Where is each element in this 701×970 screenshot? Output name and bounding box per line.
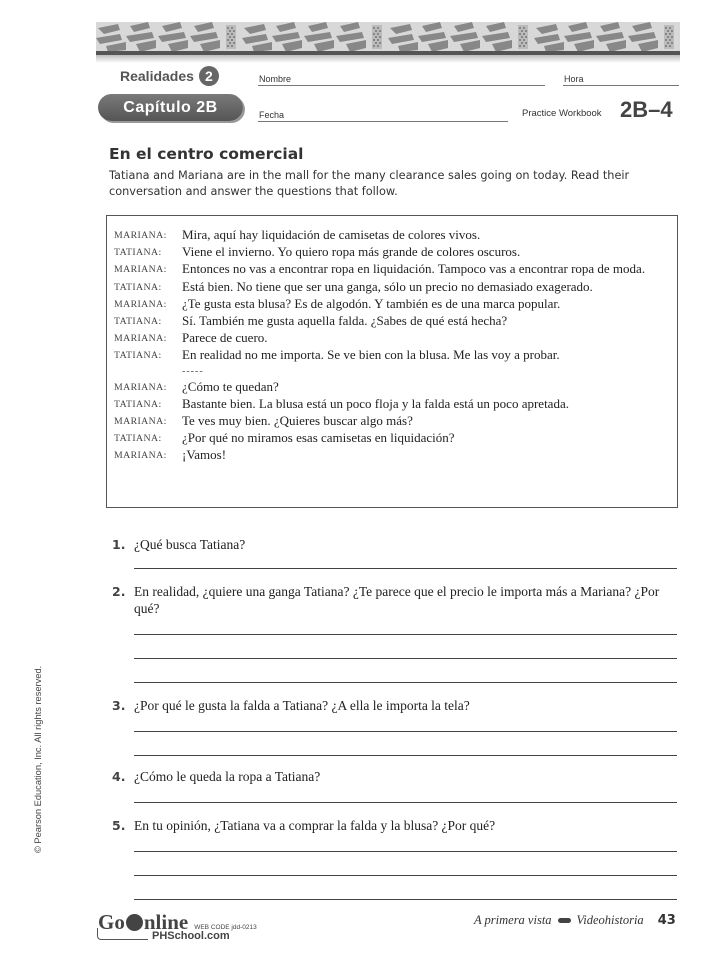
utterance: Está bien. No tiene que ser una ganga, sólo un precio no demasiado exagerado. (182, 278, 593, 294)
answer-line[interactable] (134, 755, 677, 756)
separator-pill-icon (558, 918, 571, 923)
series-label (120, 66, 219, 86)
globe-icon (126, 914, 143, 931)
question-text: ¿Qué busca Tatiana? (134, 537, 246, 552)
chapter-pill: Capítulo 2B (98, 94, 243, 121)
date-label: Fecha (259, 110, 285, 120)
workbook-label: Practice Workbook (522, 108, 602, 119)
question-number: 5. (112, 818, 126, 833)
question-5 (112, 817, 682, 834)
dialog-line (114, 379, 677, 396)
dialog-line (114, 330, 677, 347)
decorative-banner (96, 22, 680, 52)
time-field[interactable] (563, 85, 679, 86)
utterance: Mira, aquí hay liquidación de camisetas de colores vivos. (182, 227, 481, 242)
date-field[interactable] (258, 121, 508, 122)
answer-line[interactable] (134, 875, 677, 876)
question-2 (112, 583, 682, 617)
answer-line[interactable] (134, 851, 677, 852)
web-code: WEB CODE jdd-0213 (194, 924, 257, 931)
activity-title: En el centro comercial (109, 145, 304, 163)
dialog-box (106, 215, 678, 508)
subsection-name: Videohistoria (576, 913, 644, 927)
page-number: 43 (657, 913, 676, 928)
dialog-line (114, 430, 677, 447)
speaker: MARIANA: (114, 450, 167, 462)
question-text: En tu opinión, ¿Tatiana va a comprar la falda y la blusa? ¿Por qué? (134, 818, 496, 833)
answer-line[interactable] (134, 634, 677, 635)
name-field[interactable] (258, 85, 545, 86)
speaker: MARIANA: (114, 381, 167, 393)
dialog-line (114, 413, 677, 430)
utterance: Sí. También me gusta aquella falda. ¿Sabes de qué está hecha? (182, 313, 508, 329)
section-name: A primera vista (474, 913, 552, 927)
time-label: Hora (564, 74, 584, 84)
question-4 (112, 768, 682, 785)
utterance: ¡Vamos! (182, 447, 227, 463)
utterance: ¿Por qué no miramos esas camisetas en liquidación? (182, 430, 455, 446)
go-online-text-left: Go (98, 910, 125, 934)
speaker: TATIANA: (114, 433, 162, 445)
speaker: MARIANA: (114, 230, 167, 241)
utterance: Viene el invierno. Yo quiero ropa más grande de colores oscuros. (182, 244, 521, 260)
activity-instructions: Tatiana and Mariana are in the mall for the many clearance sales going on today. Read their conversation and answer the questions that follow. (109, 169, 630, 198)
speaker: MARIANA: (114, 298, 167, 310)
zigzag-pattern-icon (96, 22, 680, 52)
series-name: Realidades (120, 68, 194, 84)
level-badge: 2 (199, 66, 219, 86)
speaker: TATIANA: (114, 398, 162, 410)
question-number: 2. (112, 584, 126, 599)
go-online-text-right: nline (143, 910, 189, 934)
question-text: En realidad, ¿quiere una ganga Tatiana? ¿Te parece que el precio le importa más a Mariana? ¿Por qué? (134, 584, 660, 616)
speaker: TATIANA: (114, 281, 162, 293)
question-number: 3. (112, 698, 126, 713)
utterance: Te ves muy bien. ¿Quieres buscar algo más? (182, 413, 413, 429)
speaker: TATIANA: (114, 316, 162, 328)
question-text: ¿Cómo le queda la ropa a Tatiana? (134, 769, 321, 784)
answer-line[interactable] (134, 802, 677, 803)
answer-line[interactable] (134, 658, 677, 659)
banner-shadow (96, 55, 680, 63)
question-number: 1. (112, 537, 126, 552)
dialog-line (114, 396, 677, 413)
answer-line[interactable] (134, 899, 677, 900)
dialog-line (114, 227, 677, 244)
dialog-line (114, 296, 677, 313)
website-link[interactable]: PHSchool.com (152, 930, 230, 942)
copyright-notice: © Pearson Education, Inc. All rights reserved. (33, 665, 43, 853)
dialog-line (114, 261, 677, 278)
utterance: ¿Te gusta esta blusa? Es de algodón. Y también es de una marca popular. (182, 295, 561, 311)
dialog-line (114, 347, 677, 364)
question-3 (112, 697, 682, 714)
dialog-line (114, 279, 677, 296)
answer-line[interactable] (134, 682, 677, 683)
speaker: MARIANA: (114, 333, 167, 345)
dialog-line (114, 313, 677, 330)
scene-separator: ----- (182, 365, 204, 377)
worksheet-id: 2B–4 (620, 97, 673, 122)
utterance: ¿Cómo te quedan? (182, 378, 279, 394)
name-label: Nombre (259, 74, 292, 84)
question-number: 4. (112, 769, 126, 784)
utterance: Parece de cuero. (182, 330, 268, 346)
section-footer (474, 913, 676, 928)
answer-line[interactable] (134, 731, 677, 732)
speaker: MARIANA: (114, 416, 167, 428)
speaker: MARIANA: (114, 264, 167, 276)
question-text: ¿Por qué le gusta la falda a Tatiana? ¿A ella le importa la tela? (134, 698, 470, 713)
utterance: Bastante bien. La blusa está un poco floja y la falda está un poco apretada. (182, 395, 569, 411)
speaker: TATIANA: (114, 247, 162, 259)
utterance: En realidad no me importa. Se ve bien con la blusa. Me las voy a probar. (182, 347, 560, 363)
speaker: TATIANA: (114, 350, 162, 362)
answer-line[interactable] (134, 568, 677, 569)
question-1 (112, 536, 682, 553)
utterance: Entonces no vas a encontrar ropa en liquidación. Tampoco vas a encontrar ropa de moda. (182, 261, 646, 277)
dialog-line (114, 244, 677, 261)
dialog-line (114, 447, 677, 464)
